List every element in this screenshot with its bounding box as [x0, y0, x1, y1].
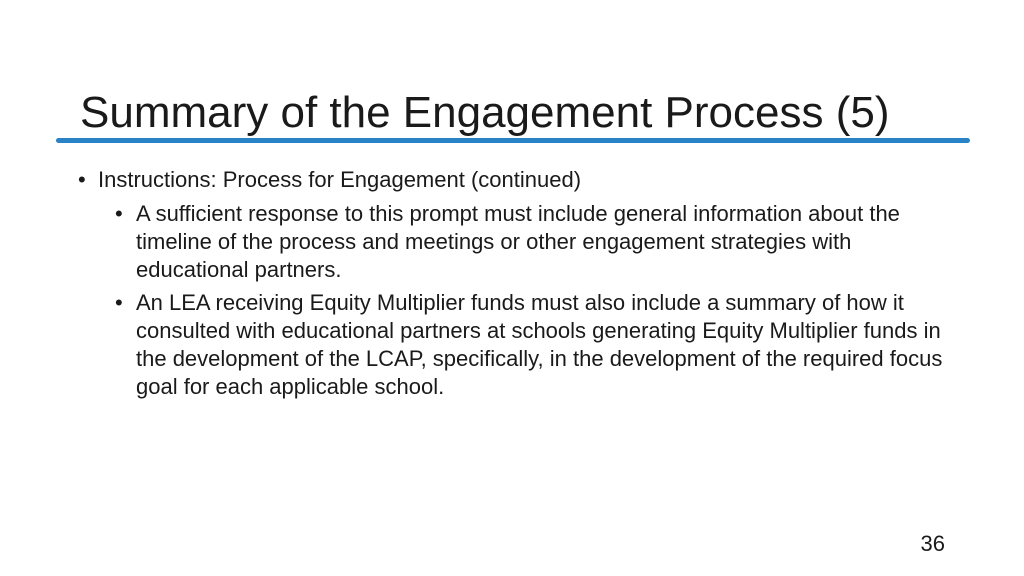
main-bullet	[78, 166, 968, 194]
bullet-dot: •	[115, 201, 123, 226]
title-divider	[56, 138, 970, 143]
slide-content	[78, 166, 968, 401]
bullet-dot: •	[78, 167, 86, 192]
sub-bullet-2	[115, 289, 948, 401]
page-number: 36	[920, 531, 945, 556]
bullet-dot: •	[115, 290, 123, 315]
slide-title: Summary of the Engagement Process (5)	[80, 88, 890, 138]
sub-bullet-text: An LEA receiving Equity Multiplier funds must also include a summary of how it consulted with educational partners at schools generating Equity Multiplier funds in the development of the LCAP, specifically, in the development of the required focus goal for each applicable school.	[136, 290, 943, 399]
sub-bullet-1	[115, 200, 948, 284]
main-bullet-text: Instructions: Process for Engagement (continued)	[98, 167, 582, 192]
sub-bullet-text: A sufficient response to this prompt must include general information about the timeline of the process and meetings or other engagement strategies with educational partners.	[136, 201, 900, 282]
